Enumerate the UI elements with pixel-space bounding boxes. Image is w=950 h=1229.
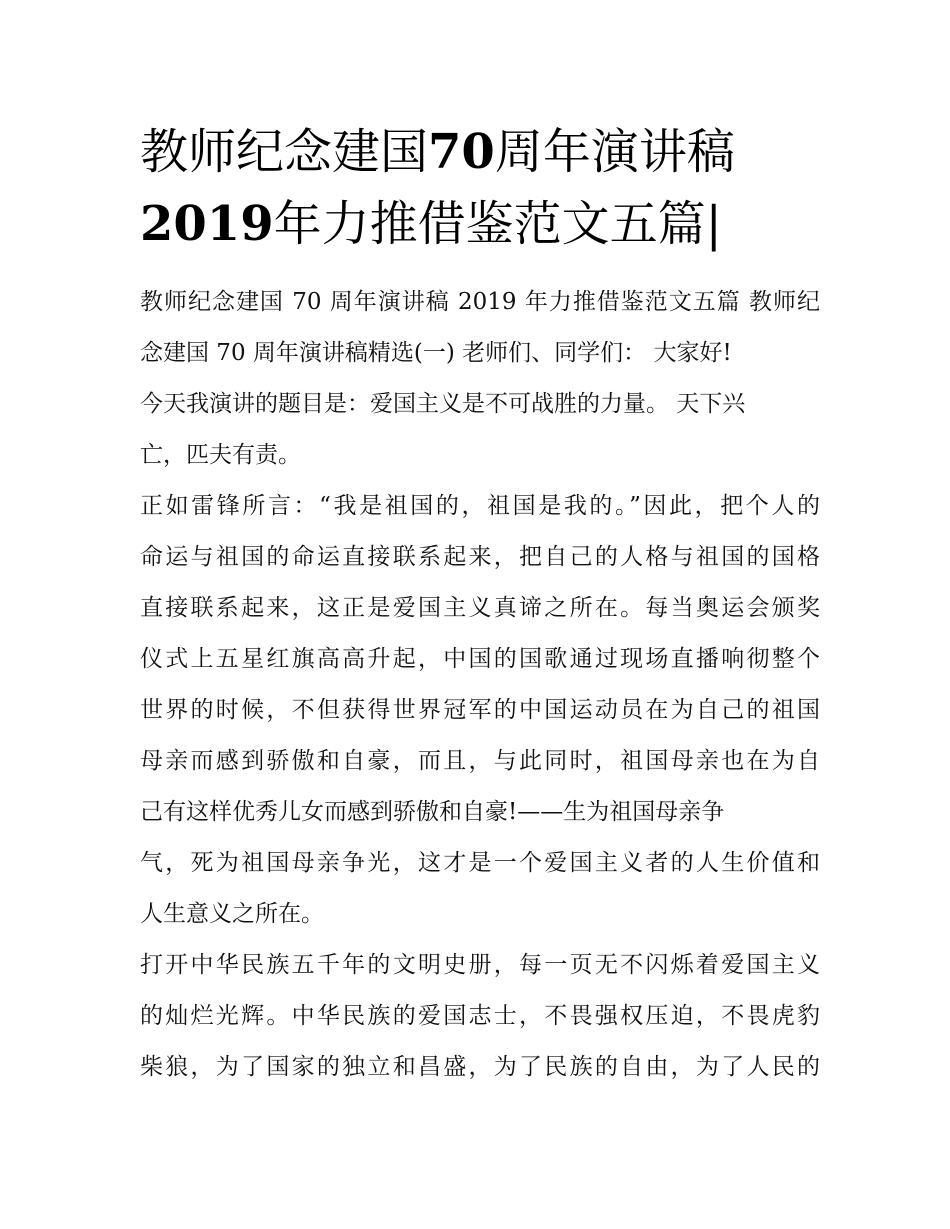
body-line: 仪式上五星红旗高高升起，中国的国歌通过现场直播响彻整个 xyxy=(140,646,820,672)
body-line: 己有这样优秀儿女而感到骄傲和自豪!——生为祖国母亲争 xyxy=(140,799,725,825)
body-line: 气，死为祖国母亲争光，这才是一个爱国主义者的人生价值和 xyxy=(140,850,820,876)
title-text: 周年演讲稿 xyxy=(494,124,735,180)
body-line: 今天我演讲的题目是：爱国主义是不可战胜的力量。 天下兴 xyxy=(140,391,746,417)
body-line: 念建国 70 周年演讲稿精选(一) 老师们、同学们： 大家好! xyxy=(140,340,732,366)
title-number: 2019 xyxy=(140,196,274,252)
body-line: 正如雷锋所言：“我是祖国的，祖国是我的。”因此，把个人的 xyxy=(140,493,820,519)
title-number: 70 xyxy=(428,124,495,180)
body-line: 柴狼，为了国家的独立和昌盛，为了民族的自由，为了人民的 xyxy=(140,1054,820,1080)
document-title xyxy=(140,116,840,260)
title-line-1 xyxy=(140,116,840,188)
body-line: 亡，匹夫有责。 xyxy=(140,442,301,468)
body-line: 世界的时候，不但获得世界冠军的中国运动员在为自己的祖国 xyxy=(140,697,820,723)
body-line: 命运与祖国的命运直接联系起来，把自己的人格与祖国的国格 xyxy=(140,544,820,570)
body-line: 的灿烂光辉。中华民族的爱国志士，不畏强权压迫，不畏虎豹 xyxy=(140,1003,820,1029)
title-text: 教师纪念建国 xyxy=(140,124,429,180)
body-line: 直接联系起来，这正是爱国主义真谛之所在。每当奥运会颁奖 xyxy=(140,595,820,621)
title-text: 年力推借鉴范文五篇| xyxy=(273,196,722,252)
body-line: 母亲而感到骄傲和自豪，而且，与此同时，祖国母亲也在为自 xyxy=(140,748,820,774)
title-line-2 xyxy=(140,188,840,260)
body-line: 打开中华民族五千年的文明史册，每一页无不闪烁着爱国主义 xyxy=(140,952,820,978)
document-body xyxy=(140,277,820,1093)
body-line: 人生意义之所在。 xyxy=(140,901,324,927)
body-line: 教师纪念建国 70 周年演讲稿 2019 年力推借鉴范文五篇 教师纪 xyxy=(140,289,820,315)
